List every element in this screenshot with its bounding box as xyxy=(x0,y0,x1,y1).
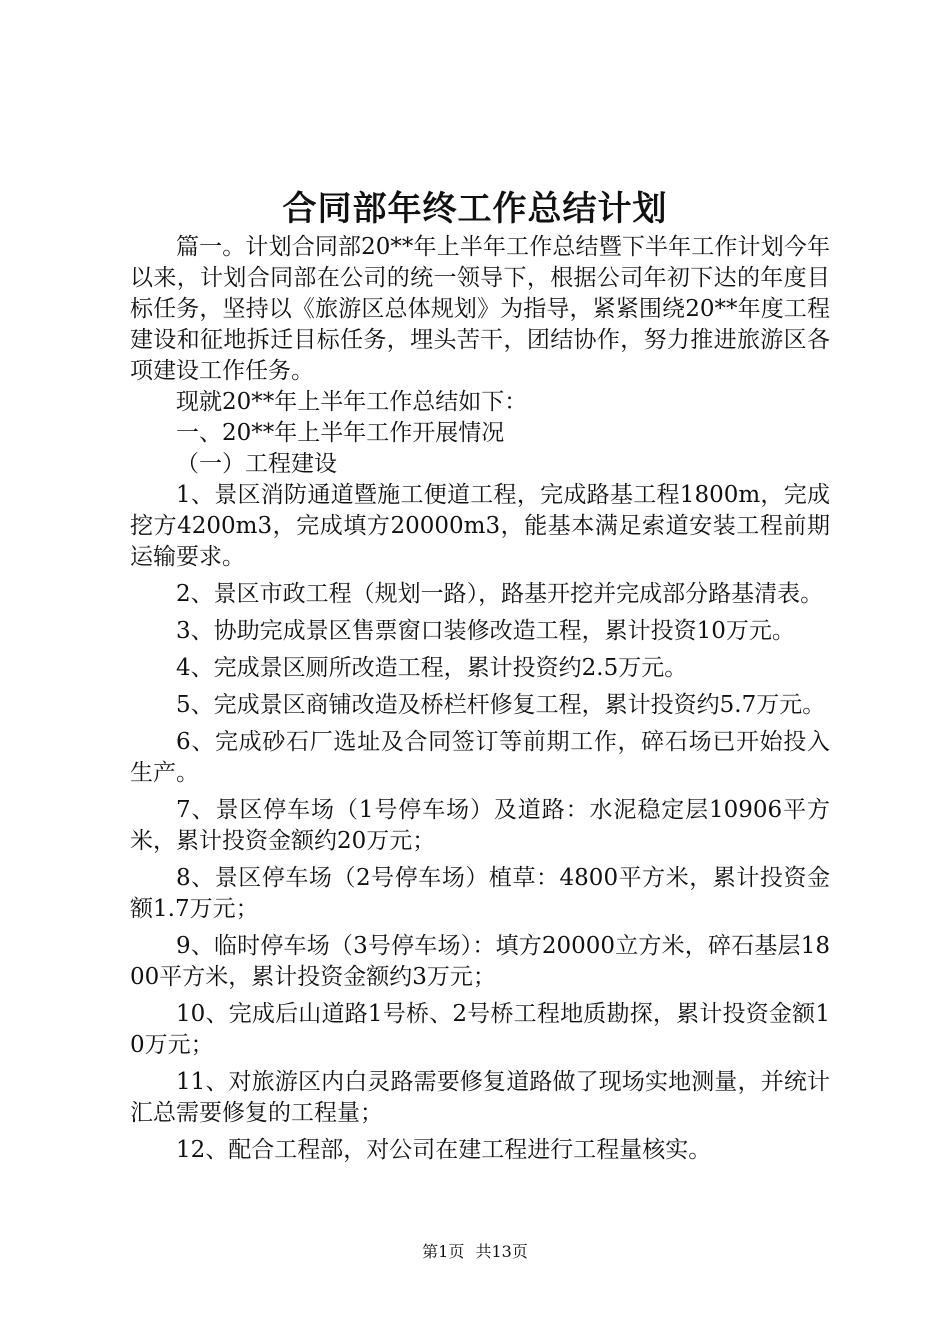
document-body xyxy=(130,232,830,1166)
page-total: 共13页 xyxy=(475,1242,528,1261)
list-item: 11、对旅游区内白灵路需要修复道路做了现场实地测量，并统计汇总需要修复的工程量； xyxy=(130,1069,830,1126)
page-number: 第1页 xyxy=(422,1242,465,1261)
list-item: 4、完成景区厕所改造工程，累计投资约2.5万元。 xyxy=(176,655,688,681)
list-item: 8、景区停车场（2号停车场）植草：4800平方米，累计投资金额1.7万元； xyxy=(130,865,830,922)
list-item: 12、配合工程部，对公司在建工程进行工程量核实。 xyxy=(176,1137,712,1163)
paragraph-summary-lead: 现就20**年上半年工作总结如下： xyxy=(176,389,528,415)
list-item: 5、完成景区商铺改造及桥栏杆修复工程，累计投资约5.7万元。 xyxy=(176,692,826,718)
list-item: 2、景区市政工程（规划一路），路基开挖并完成部分路基清表。 xyxy=(176,581,824,607)
list-item: 10、完成后山道路1号桥、2号桥工程地质勘探，累计投资金额10万元； xyxy=(130,1001,830,1058)
list-item: 7、景区停车场（1号停车场）及道路：水泥稳定层10906平方米，累计投资金额约20万元； xyxy=(130,797,830,854)
list-item: 1、景区消防通道暨施工便道工程，完成路基工程1800m，完成挖方4200m3，完成填方20000m3，能基本满足索道安装工程前期运输要求。 xyxy=(130,482,830,570)
page-footer xyxy=(0,1240,950,1264)
list-item: 9、临时停车场（3号停车场）：填方20000立方米，碎石基层1800平方米，累计投资金额约3万元； xyxy=(130,933,830,990)
list-item: 3、协助完成景区售票窗口装修改造工程，累计投资10万元。 xyxy=(176,618,795,644)
list-item: 6、完成砂石厂选址及合同签订等前期工作，碎石场已开始投入生产。 xyxy=(130,729,830,786)
document-title: 合同部年终工作总结计划 xyxy=(282,189,668,229)
section-heading: 一、20**年上半年工作开展情况 xyxy=(176,420,505,446)
paragraph-intro: 篇一。计划合同部20**年上半年工作总结暨下半年工作计划今年以来，计划合同部在公司的统一领导下，根据公司年初下达的年度目标任务，坚持以《旅游区总体规划》为指导，紧紧围绕20**年度工程建设和征地拆迁目标任务，埋头苦干，团结协作，努力推进旅游区各项建设工作任务。 xyxy=(130,234,830,384)
subsection-heading: （一）工程建设 xyxy=(176,451,337,477)
